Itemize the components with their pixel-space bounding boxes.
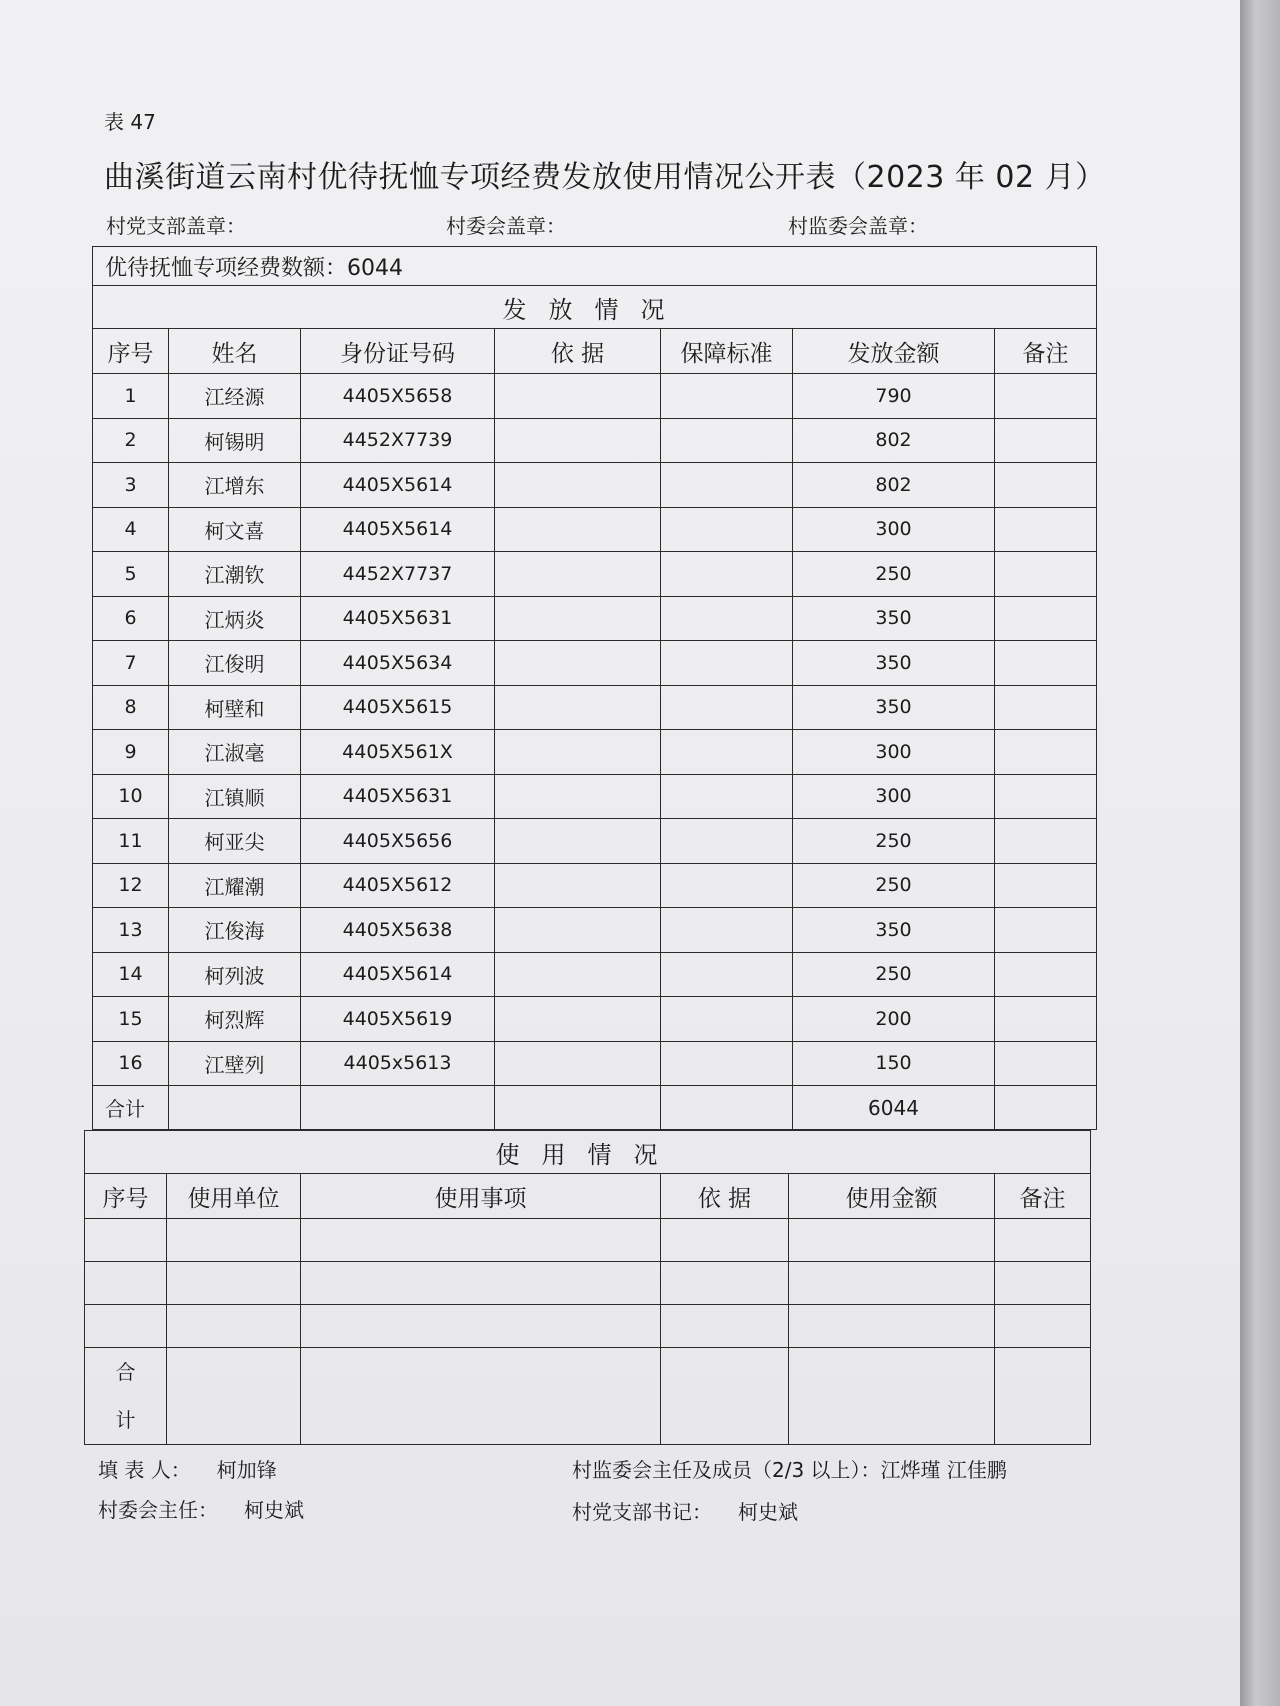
table-row bbox=[93, 685, 1097, 730]
row-id-number: 4452X7739 bbox=[301, 418, 495, 463]
table-cell bbox=[661, 507, 793, 552]
table-cell bbox=[495, 685, 661, 730]
row-id-number: 4405X5614 bbox=[301, 952, 495, 997]
table-cell bbox=[661, 774, 793, 819]
table-row bbox=[93, 774, 1097, 819]
row-id-number: 4405X5638 bbox=[301, 908, 495, 953]
row-id-number: 4405X5656 bbox=[301, 819, 495, 864]
table-cell bbox=[661, 552, 793, 597]
row-amount: 300 bbox=[793, 507, 995, 552]
usage-blank-row bbox=[85, 1262, 1091, 1305]
row-amount: 250 bbox=[793, 552, 995, 597]
row-amount: 350 bbox=[793, 641, 995, 686]
table-cell bbox=[495, 908, 661, 953]
table-cell bbox=[169, 1086, 301, 1130]
table-cell bbox=[661, 685, 793, 730]
row-amount: 350 bbox=[793, 685, 995, 730]
table-row bbox=[93, 463, 1097, 508]
header-seq: 序号 bbox=[93, 329, 169, 374]
usage-total-label bbox=[85, 1348, 167, 1445]
usage-header-basis: 依 据 bbox=[661, 1174, 789, 1219]
table-cell bbox=[661, 908, 793, 953]
table-cell bbox=[661, 374, 793, 419]
row-name: 江经源 bbox=[169, 374, 301, 419]
table-cell bbox=[495, 418, 661, 463]
table-cell bbox=[495, 507, 661, 552]
distribution-header-row bbox=[93, 329, 1097, 374]
table-cell bbox=[661, 1086, 793, 1130]
table-cell bbox=[495, 730, 661, 775]
usage-header-remarks: 备注 bbox=[995, 1174, 1091, 1219]
row-seq: 14 bbox=[93, 952, 169, 997]
table-cell bbox=[995, 819, 1097, 864]
director-name: 柯史斌 bbox=[244, 1498, 304, 1522]
village-committee-stamp-label: 村委会盖章： bbox=[446, 214, 566, 238]
table-cell bbox=[995, 863, 1097, 908]
table-cell bbox=[167, 1305, 301, 1348]
table-cell bbox=[995, 418, 1097, 463]
form-number: 表 47 bbox=[104, 110, 156, 134]
row-amount: 300 bbox=[793, 730, 995, 775]
table-cell bbox=[995, 1086, 1097, 1130]
row-name: 柯列波 bbox=[169, 952, 301, 997]
row-seq: 15 bbox=[93, 997, 169, 1042]
table-cell bbox=[301, 1348, 661, 1445]
preparer-name: 柯加锋 bbox=[216, 1458, 277, 1482]
usage-section-title: 使用情况 bbox=[85, 1131, 1091, 1174]
row-id-number: 4405X5612 bbox=[301, 863, 495, 908]
row-id-number: 4452X7737 bbox=[301, 552, 495, 597]
secretary-name: 柯史斌 bbox=[738, 1500, 798, 1524]
table-cell bbox=[85, 1305, 167, 1348]
table-cell bbox=[495, 463, 661, 508]
table-cell bbox=[661, 641, 793, 686]
table-row bbox=[93, 819, 1097, 864]
table-cell bbox=[85, 1219, 167, 1262]
table-cell bbox=[995, 685, 1097, 730]
row-name: 江俊海 bbox=[169, 908, 301, 953]
supervisors-label: 村监委会主任及成员（2/3 以上）： bbox=[572, 1458, 881, 1482]
row-name: 柯锡明 bbox=[169, 418, 301, 463]
table-cell bbox=[301, 1086, 495, 1130]
table-row bbox=[93, 418, 1097, 463]
row-seq: 7 bbox=[93, 641, 169, 686]
row-amount: 250 bbox=[793, 863, 995, 908]
supervisors-names: 江烨瑾 江佳鹏 bbox=[880, 1458, 1007, 1482]
paper-edge bbox=[1240, 0, 1280, 1706]
row-seq: 3 bbox=[93, 463, 169, 508]
table-cell bbox=[495, 374, 661, 419]
table-cell bbox=[661, 1348, 789, 1445]
row-amount: 300 bbox=[793, 774, 995, 819]
table-row bbox=[93, 908, 1097, 953]
table-cell bbox=[661, 863, 793, 908]
row-seq: 11 bbox=[93, 819, 169, 864]
header-name: 姓名 bbox=[169, 329, 301, 374]
row-id-number: 4405X5614 bbox=[301, 507, 495, 552]
row-amount: 200 bbox=[793, 997, 995, 1042]
table-cell bbox=[661, 952, 793, 997]
table-cell bbox=[661, 418, 793, 463]
secretary-line bbox=[572, 1496, 798, 1525]
table-cell bbox=[661, 1262, 789, 1305]
table-cell bbox=[995, 997, 1097, 1042]
table-cell bbox=[661, 819, 793, 864]
table-cell bbox=[495, 1086, 661, 1130]
table-cell bbox=[495, 641, 661, 686]
usage-blank-row bbox=[85, 1219, 1091, 1262]
table-cell bbox=[995, 374, 1097, 419]
table-cell bbox=[661, 463, 793, 508]
table-cell bbox=[995, 552, 1097, 597]
row-name: 柯壁和 bbox=[169, 685, 301, 730]
distribution-total-row bbox=[93, 1086, 1097, 1130]
table-cell bbox=[495, 819, 661, 864]
row-name: 江耀潮 bbox=[169, 863, 301, 908]
row-seq: 8 bbox=[93, 685, 169, 730]
table-cell bbox=[995, 1219, 1091, 1262]
preparer-label: 填 表 人： bbox=[98, 1458, 191, 1482]
director-line bbox=[98, 1494, 304, 1523]
row-seq: 4 bbox=[93, 507, 169, 552]
table-cell bbox=[995, 1348, 1091, 1445]
header-standard: 保障标准 bbox=[661, 329, 793, 374]
row-name: 江炳炎 bbox=[169, 596, 301, 641]
usage-header-matter: 使用事项 bbox=[301, 1174, 661, 1219]
table-cell bbox=[301, 1262, 661, 1305]
row-amount: 790 bbox=[793, 374, 995, 419]
row-name: 江俊明 bbox=[169, 641, 301, 686]
table-cell bbox=[495, 1041, 661, 1086]
row-name: 柯亚尖 bbox=[169, 819, 301, 864]
row-seq: 9 bbox=[93, 730, 169, 775]
table-cell bbox=[495, 596, 661, 641]
secretary-label: 村党支部书记： bbox=[572, 1500, 712, 1524]
table-cell bbox=[995, 1305, 1091, 1348]
row-seq: 12 bbox=[93, 863, 169, 908]
table-cell bbox=[495, 952, 661, 997]
usage-table bbox=[84, 1130, 1091, 1445]
distribution-table bbox=[92, 246, 1097, 1130]
header-remarks: 备注 bbox=[995, 329, 1097, 374]
row-amount: 350 bbox=[793, 596, 995, 641]
table-cell bbox=[995, 596, 1097, 641]
row-id-number: 4405X5658 bbox=[301, 374, 495, 419]
table-cell bbox=[789, 1262, 995, 1305]
table-row bbox=[93, 730, 1097, 775]
table-row bbox=[93, 863, 1097, 908]
supervision-committee-stamp-label: 村监委会盖章： bbox=[788, 214, 928, 238]
row-seq: 10 bbox=[93, 774, 169, 819]
row-id-number: 4405X5614 bbox=[301, 463, 495, 508]
table-row bbox=[93, 507, 1097, 552]
distribution-section-title: 发放情况 bbox=[93, 286, 1097, 329]
row-seq: 2 bbox=[93, 418, 169, 463]
header-id-number: 身份证号码 bbox=[301, 329, 495, 374]
fund-amount: 优待抚恤专项经费数额：6044 bbox=[93, 247, 1097, 286]
table-cell bbox=[661, 997, 793, 1042]
total-amount: 6044 bbox=[793, 1086, 995, 1130]
usage-total-label-bottom: 计 bbox=[115, 1408, 136, 1432]
total-label: 合计 bbox=[93, 1086, 169, 1130]
table-cell bbox=[995, 730, 1097, 775]
table-cell bbox=[661, 596, 793, 641]
usage-header-seq: 序号 bbox=[85, 1174, 167, 1219]
usage-total-label-top: 合 bbox=[115, 1360, 136, 1384]
table-row bbox=[93, 596, 1097, 641]
table-row bbox=[93, 1041, 1097, 1086]
table-cell bbox=[789, 1348, 995, 1445]
table-cell bbox=[661, 1219, 789, 1262]
table-cell bbox=[995, 1041, 1097, 1086]
table-cell bbox=[995, 1262, 1091, 1305]
table-cell bbox=[495, 552, 661, 597]
header-basis: 依 据 bbox=[495, 329, 661, 374]
document-title: 曲溪街道云南村优待抚恤专项经费发放使用情况公开表（2023 年 02 月） bbox=[104, 160, 1106, 195]
table-cell bbox=[995, 774, 1097, 819]
table-cell bbox=[167, 1348, 301, 1445]
row-seq: 6 bbox=[93, 596, 169, 641]
table-cell bbox=[661, 1041, 793, 1086]
table-cell bbox=[661, 1305, 789, 1348]
row-amount: 250 bbox=[793, 952, 995, 997]
table-row bbox=[93, 374, 1097, 419]
row-amount: 250 bbox=[793, 819, 995, 864]
table-cell bbox=[789, 1305, 995, 1348]
preparer-line bbox=[98, 1454, 277, 1483]
table-cell bbox=[789, 1219, 995, 1262]
table-row bbox=[93, 641, 1097, 686]
row-id-number: 4405X5619 bbox=[301, 997, 495, 1042]
table-cell bbox=[661, 730, 793, 775]
table-cell bbox=[995, 952, 1097, 997]
header-amount: 发放金额 bbox=[793, 329, 995, 374]
usage-blank-row bbox=[85, 1305, 1091, 1348]
table-cell bbox=[85, 1262, 167, 1305]
row-seq: 13 bbox=[93, 908, 169, 953]
row-amount: 150 bbox=[793, 1041, 995, 1086]
row-name: 江潮钦 bbox=[169, 552, 301, 597]
row-id-number: 4405X5634 bbox=[301, 641, 495, 686]
table-cell bbox=[995, 641, 1097, 686]
usage-header-row bbox=[85, 1174, 1091, 1219]
table-cell bbox=[301, 1305, 661, 1348]
table-row bbox=[93, 997, 1097, 1042]
table-row bbox=[93, 552, 1097, 597]
row-id-number: 4405x5613 bbox=[301, 1041, 495, 1086]
table-cell bbox=[995, 908, 1097, 953]
party-branch-stamp-label: 村党支部盖章： bbox=[106, 214, 246, 238]
table-cell bbox=[495, 774, 661, 819]
row-seq: 5 bbox=[93, 552, 169, 597]
row-amount: 350 bbox=[793, 908, 995, 953]
table-cell bbox=[995, 463, 1097, 508]
row-id-number: 4405X561X bbox=[301, 730, 495, 775]
row-id-number: 4405X5631 bbox=[301, 596, 495, 641]
usage-total-row bbox=[85, 1348, 1091, 1445]
row-name: 柯烈辉 bbox=[169, 997, 301, 1042]
row-name: 江增东 bbox=[169, 463, 301, 508]
table-cell bbox=[495, 863, 661, 908]
table-cell bbox=[495, 997, 661, 1042]
usage-header-unit: 使用单位 bbox=[167, 1174, 301, 1219]
table-cell bbox=[167, 1219, 301, 1262]
row-amount: 802 bbox=[793, 418, 995, 463]
row-id-number: 4405X5615 bbox=[301, 685, 495, 730]
row-name: 江壁列 bbox=[169, 1041, 301, 1086]
director-label: 村委会主任： bbox=[98, 1498, 218, 1522]
supervisors-line bbox=[572, 1454, 1007, 1483]
row-name: 江镇顺 bbox=[169, 774, 301, 819]
table-row bbox=[93, 952, 1097, 997]
row-name: 江淑毫 bbox=[169, 730, 301, 775]
row-id-number: 4405X5631 bbox=[301, 774, 495, 819]
row-name: 柯文喜 bbox=[169, 507, 301, 552]
table-cell bbox=[301, 1219, 661, 1262]
row-seq: 16 bbox=[93, 1041, 169, 1086]
usage-header-amount: 使用金额 bbox=[789, 1174, 995, 1219]
row-amount: 802 bbox=[793, 463, 995, 508]
row-seq: 1 bbox=[93, 374, 169, 419]
table-cell bbox=[995, 507, 1097, 552]
table-cell bbox=[167, 1262, 301, 1305]
